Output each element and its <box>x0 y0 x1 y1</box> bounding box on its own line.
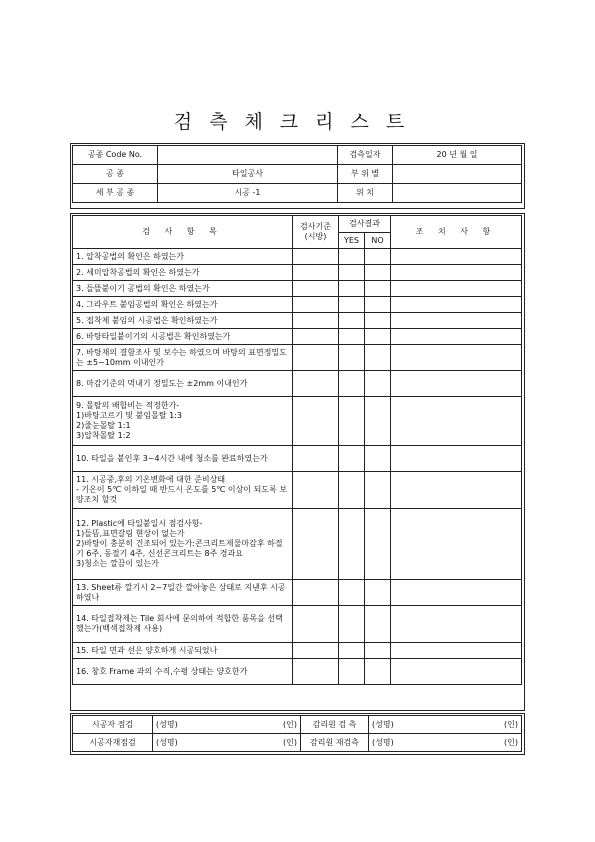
result-no-cell[interactable] <box>365 606 391 643</box>
result-yes-cell[interactable] <box>339 643 365 659</box>
inspection-standard-cell[interactable] <box>293 249 339 265</box>
result-yes-cell[interactable] <box>339 397 365 446</box>
result-yes-cell[interactable] <box>339 509 365 580</box>
checklist-item-text: 4. 그라우트 붙임공법의 확인은 하였는가 <box>73 297 293 313</box>
sign-row2-right-label: 감리원 재검측 <box>301 734 369 752</box>
result-yes-cell[interactable] <box>339 265 365 281</box>
checklist-row <box>73 371 522 397</box>
action-cell[interactable] <box>391 446 522 472</box>
inspection-standard-cell[interactable] <box>293 313 339 329</box>
result-no-cell[interactable] <box>365 371 391 397</box>
action-cell[interactable] <box>391 313 522 329</box>
result-no-cell[interactable] <box>365 580 391 606</box>
result-no-cell[interactable] <box>365 345 391 371</box>
action-cell[interactable] <box>391 329 522 345</box>
result-yes-cell[interactable] <box>339 345 365 371</box>
checklist-row <box>73 297 522 313</box>
checklist-row <box>73 249 522 265</box>
sign-row1-right-field[interactable] <box>369 716 522 734</box>
result-yes-cell[interactable] <box>339 297 365 313</box>
action-cell[interactable] <box>391 281 522 297</box>
loc-label: 위 치 <box>338 184 393 203</box>
work-label: 공 종 <box>73 165 158 184</box>
checklist-item-text: 16. 창호 Frame 과의 수직,수평 상태는 양호한가 <box>73 659 293 685</box>
inspection-standard-cell[interactable] <box>293 397 339 446</box>
action-cell[interactable] <box>391 643 522 659</box>
sign-table <box>72 715 522 752</box>
checklist-row <box>73 329 522 345</box>
action-cell[interactable] <box>391 297 522 313</box>
checklist-item-text: 8. 마감기준의 먹내기 정밀도는 ±2mm 이내인가 <box>73 371 293 397</box>
checklist-item-text: 3. 들뜰붙이기 공법의 확인은 하였는가 <box>73 281 293 297</box>
checklist-row <box>73 345 522 371</box>
action-cell[interactable] <box>391 580 522 606</box>
result-yes-cell[interactable] <box>339 329 365 345</box>
result-no-cell[interactable] <box>365 472 391 509</box>
sign-row2-left-seal: (인) <box>283 737 297 747</box>
sign-row1-right-name: (성명) <box>372 719 394 729</box>
checklist-row <box>73 606 522 643</box>
sign-row2-right-seal: (인) <box>504 737 518 747</box>
header-result: 검사결과 <box>339 216 391 233</box>
header-action: 조 치 사 항 <box>391 216 522 249</box>
checklist-row <box>73 580 522 606</box>
inspection-standard-cell[interactable] <box>293 345 339 371</box>
result-yes-cell[interactable] <box>339 249 365 265</box>
work-value[interactable]: 타일공사 <box>158 165 338 184</box>
sign-row2-left-label: 시공자재점검 <box>73 734 153 752</box>
action-cell[interactable] <box>391 397 522 446</box>
dept-value[interactable] <box>393 165 522 184</box>
date-value[interactable]: 20 년 월 일 <box>393 146 522 165</box>
inspection-standard-cell[interactable] <box>293 297 339 313</box>
result-no-cell[interactable] <box>365 249 391 265</box>
loc-value[interactable] <box>393 184 522 203</box>
inspection-standard-cell[interactable] <box>293 580 339 606</box>
dept-label: 부 위 별 <box>338 165 393 184</box>
result-yes-cell[interactable] <box>339 472 365 509</box>
result-no-cell[interactable] <box>365 313 391 329</box>
checklist-item-text: 5. 접착제 붙임의 시공법은 확인하였는가 <box>73 313 293 329</box>
action-cell[interactable] <box>391 249 522 265</box>
checklist-item-text: 1. 압착공법의 확인은 하였는가 <box>73 249 293 265</box>
page-title: 검측체크리스트 <box>173 111 422 133</box>
checklist-item-text: 7. 바탕재의 결함조사 및 보수는 하였으며 바탕의 표면정밀도는 ±5~10mm 이내인가 <box>73 345 293 371</box>
code-value[interactable] <box>158 146 338 165</box>
inspection-standard-cell[interactable] <box>293 265 339 281</box>
sign-row1-left-label: 시공자 점검 <box>73 716 153 734</box>
inspection-standard-cell[interactable] <box>293 281 339 297</box>
header-yes: YES <box>339 233 365 249</box>
checklist-item-text: 9. 몰탈의 배합비는 적정한가- 1)바탕고르기 및 붙임몰탈 1:3 2)줄눈몰탈 1:1 3)압착몰탈 1:2 <box>73 397 293 446</box>
checklist-item-text: 13. Sheet류 깔기시 2~7일간 깔아놓은 상태로 지낸후 시공하였나 <box>73 580 293 606</box>
sign-row2-right-field[interactable] <box>369 734 522 752</box>
sign-row1-left-field[interactable] <box>153 716 301 734</box>
result-no-cell[interactable] <box>365 659 391 685</box>
sign-row1-right-label: 감리원 검 측 <box>301 716 369 734</box>
result-no-cell[interactable] <box>365 329 391 345</box>
detail-label: 세 부 공 종 <box>73 184 158 203</box>
result-yes-cell[interactable] <box>339 606 365 643</box>
checklist-item-text: 14. 타일접착제는 Tile 회사에 문의하여 적합한 품목을 선택했는가(백색접착제 사용) <box>73 606 293 643</box>
sign-row1-left-seal: (인) <box>283 719 297 729</box>
checklist-row <box>73 313 522 329</box>
checklist-row <box>73 281 522 297</box>
result-yes-cell[interactable] <box>339 281 365 297</box>
result-no-cell[interactable] <box>365 297 391 313</box>
result-no-cell[interactable] <box>365 509 391 580</box>
header-item: 검 사 항 목 <box>73 216 293 249</box>
checklist-row <box>73 397 522 446</box>
inspection-standard-cell[interactable] <box>293 371 339 397</box>
action-cell[interactable] <box>391 472 522 509</box>
sign-row2-right-name: (성명) <box>372 737 394 747</box>
header-no: NO <box>365 233 391 249</box>
result-yes-cell[interactable] <box>339 446 365 472</box>
checklist-row <box>73 472 522 509</box>
result-yes-cell[interactable] <box>339 371 365 397</box>
inspection-standard-cell[interactable] <box>293 329 339 345</box>
detail-value[interactable]: 시공 -1 <box>158 184 338 203</box>
checklist-item-text: 11. 시공중,후의 기온변화에 대한 준비상태 - 기온이 5℃ 이하일 때 반드시 온도를 5℃ 이상이 되도록 보양조치 할것 <box>73 472 293 509</box>
result-no-cell[interactable] <box>365 265 391 281</box>
action-cell[interactable] <box>391 265 522 281</box>
date-label: 검측일자 <box>338 146 393 165</box>
result-no-cell[interactable] <box>365 397 391 446</box>
result-yes-cell[interactable] <box>339 313 365 329</box>
result-yes-cell[interactable] <box>339 580 365 606</box>
action-cell[interactable] <box>391 659 522 685</box>
inspection-standard-cell[interactable] <box>293 606 339 643</box>
sign-row1-right-seal: (인) <box>504 719 518 729</box>
inspection-standard-cell[interactable] <box>293 446 339 472</box>
code-label: 공종 Code No. <box>73 146 158 165</box>
info-table <box>72 145 522 203</box>
checklist-item-text: 15. 타일 면과 선은 양호하게 시공되었나 <box>73 643 293 659</box>
action-cell[interactable] <box>391 606 522 643</box>
action-cell[interactable] <box>391 509 522 580</box>
action-cell[interactable] <box>391 345 522 371</box>
checklist-item-text: 2. 세미압착공법의 확인은 하였는가 <box>73 265 293 281</box>
inspection-standard-cell[interactable] <box>293 472 339 509</box>
checklist-row <box>73 509 522 580</box>
checklist-item-text: 6. 바탕타일붙이기의 시공법은 확인하였는가 <box>73 329 293 345</box>
sign-row2-left-field[interactable] <box>153 734 301 752</box>
result-no-cell[interactable] <box>365 643 391 659</box>
checklist-row <box>73 265 522 281</box>
checklist-row <box>73 643 522 659</box>
inspection-standard-cell[interactable] <box>293 643 339 659</box>
result-no-cell[interactable] <box>365 281 391 297</box>
sign-row2-left-name: (성명) <box>156 737 178 747</box>
header-std: 검사기준 (시방) <box>293 216 339 249</box>
checklist-item-text: 12. Plastic에 타일붙일시 점검사항- 1)들뜸,표면갈림 현상이 없는가 2)바탕이 충분히 건조되어 있는가:콘크리트제물마감후 하절기 6주, 동절기 4주, 신선콘크리트는 8주 경과요 3)청소는 깔끔이 있는가 <box>73 509 293 580</box>
checklist-items <box>73 249 522 685</box>
checklist-item-text: 10. 타일을 붙인후 3~4시간 내에 청소를 완료하였는가 <box>73 446 293 472</box>
sign-row1-left-name: (성명) <box>156 719 178 729</box>
checklist-table <box>72 215 522 685</box>
inspection-standard-cell[interactable] <box>293 509 339 580</box>
checklist-row <box>73 446 522 472</box>
result-yes-cell[interactable] <box>339 659 365 685</box>
checklist-row <box>73 659 522 685</box>
action-cell[interactable] <box>391 371 522 397</box>
inspection-standard-cell[interactable] <box>293 659 339 685</box>
result-no-cell[interactable] <box>365 446 391 472</box>
